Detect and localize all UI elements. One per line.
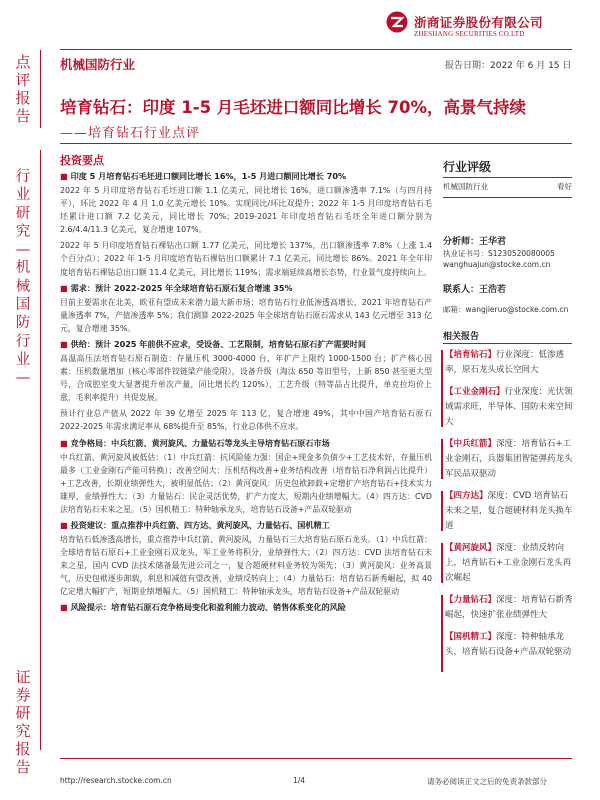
related-report-item[interactable] <box>443 541 575 586</box>
company-name-en: ZHESHANG SECURITIES CO.LTD <box>414 30 525 38</box>
rating-title: 行业评级 <box>443 160 492 174</box>
related-report-marker <box>441 491 443 531</box>
related-report-item[interactable] <box>443 489 575 534</box>
footer-divider <box>60 758 572 759</box>
side-label-securities-report: 证券研究报告 <box>15 668 31 776</box>
bullet-heading: ■ 竞争格局：中兵红箭、黄河旋风、力量钻石等龙头主导培育钻石原石市场 <box>60 437 330 448</box>
paragraph: 2022 年 5 月印度培育钻石毛坯进口额 1.1 亿美元，同比增长 16%，进口额渗透率 7.1%（与四月持平），环比 2022 年 4 月 1.0 亿美元增长 10%。实现同比/环比双提升；2022 年 1-5 月印度培育钻石毛坯累计进口额 7.2 亿美元，同比增长 70%；2019-2021 年印度培育钻石毛坯全年进口额分别为 2.6/4.4/11.3 亿美元，复合增速 107%。 <box>60 186 432 235</box>
paragraph: 预计行业总产值从 2022 年 39 亿增至 2025 年 113 亿，复合增速 49%，其中中国产培育钻石原石 2022-2025 年需求满足率从 68%提升至 85%，行业总体供不应求。 <box>60 409 432 432</box>
related-report-text: 行业深度：低渗透率，原石龙头成长空间大 <box>445 350 565 375</box>
paragraph: 高温高压法培育钻石原石制造：存量压机 3000-4000 台，年扩产上限约 1000-1500 台；扩产核心因素：压机数量增加（核心零部件铰链梁产能受限），设备升级（淘汰 650 等旧型号，上新 850 甚至更大型号，合成腔室变大显著提升单次产量，同比增长约 120%），工艺升级（特等品占比提升，单克拉均价上涨，毛利率提升）共促发展。 <box>60 353 432 403</box>
footer-disclaimer: 请务必阅读正文之后的免责条款部分 <box>427 777 547 786</box>
title-divider <box>60 143 572 144</box>
paragraph: 2022 年 5 月印度培育钻石裸钻出口额 1.77 亿美元，同比增长 137%，出口额渗透率 7.8%（上涨 1.4 个百分点）；2022 年 1-5 月印度培育钻石裸钻出口额累计 7.1 亿美元，同比增长 86%。2021 年全年印度培育钻石裸钻总出口额 11.4 亿美元，同比增长 119%；需求端延续高增长态势，行业景气度持续向上。 <box>60 241 432 277</box>
paragraph: 培育钻石低渗透高增长，重点推荐中兵红箭、黄河旋风，力量钻石三大培育钻石原石龙头。（1）中兵红箭：全球培育钻石原石+工业金刚石双龙头，军工业务将积分，业绩弹性大；（2）四方达：CVD 法培育钻石未来之星，国内 CVD 法技术储备最先进公司之一，复合超硬材料业务较为领先；（3）黄河旋风：业务高景气，历史包袱逐步卸载，利息和减值有望改善，业绩反转向上；（4）力量钻石：培育钻石新秀崛起，拟 40 亿定增大幅扩产，短期业绩增幅大。（5）国机精工：特种轴承龙头，培育钻石设备+产品双轮驱动 <box>60 534 432 597</box>
related-report-item[interactable] <box>443 348 575 378</box>
related-report-item[interactable] <box>443 385 575 430</box>
analyst-info <box>443 236 575 315</box>
related-report-item[interactable] <box>443 630 575 660</box>
related-report-marker <box>441 439 443 479</box>
report-date: 报告日期：2022 年 6 月 15 日 <box>445 61 572 71</box>
company-name-cn: 浙商证券股份有限公司 <box>414 15 544 30</box>
analyst-name: 王华君 <box>479 237 507 247</box>
paragraph: 中兵红箭、黄河旋风被低估：（1）中兵红箭：抗风险能力强：国企+现金多负债少+工艺技术好，存量压机最多（工业金刚石产能可转换）；改善空间大：压机结构改善+业务结构改善（培育钻石净利润占比提升）+工艺改善，长期业绩弹性大，被明显低估；（2）黄河旋风：历史包袱卸载+定增扩产培育钻石+技术实力雄厚，业绩弹性大；（3）力量钻石：民企灵活优势，扩产力度大，短期内业绩增幅大。（4）四方达：CVD 法培育钻石未来之星。（5）国机精工：特种轴承龙头，培育钻石设备+产品双轮驱动 <box>60 452 432 514</box>
contact-label: 联系人： <box>443 285 480 295</box>
related-report-tag: 【国机精工】 <box>445 632 497 642</box>
related-report-text: 深度：培育钻石+工业金刚石，兵器集团智能弹药龙头军民品双驱动 <box>445 439 573 479</box>
related-report-text: 深度：业绩反转向上，培育钻石+工业金刚石龙头再次崛起 <box>445 543 572 583</box>
company-logo-icon <box>386 11 408 33</box>
section-title: 投资要点 <box>60 154 104 167</box>
bullet-square-icon: ■ <box>60 171 68 181</box>
paragraph: 目前主要需求在北美，欧亚有望成未来潜力最大新市场；培育钻石行业低渗透高增长，2021 年培育钻石产量渗透率 7%，产值渗透率 5%；我们测算 2022-2025 年全球培育钻石原石需求从 143 亿元增至 313 亿元，复合增速 35%。 <box>60 297 432 333</box>
related-reports-title: 相关报告 <box>443 332 480 342</box>
side-divider-main <box>40 150 41 750</box>
bullet-square-icon: ■ <box>60 437 68 448</box>
rating-divider-bottom <box>443 197 572 198</box>
related-report-item[interactable] <box>443 437 575 482</box>
related-report-text: 深度：CVD 培育钻石未来之星，复合超硬材料龙头换车道 <box>445 491 573 531</box>
report-subtitle: ——培育钻石行业点评 <box>60 126 201 141</box>
related-reports-list <box>443 348 575 667</box>
report-title: 培育钻石：印度 1-5 月毛坯进口额同比增长 70%，高景气持续 <box>60 98 527 117</box>
main-content <box>60 152 432 615</box>
bullet-heading: ■ 风险提示：培育钻石原石竞争格局变化和盈利能力波动、销售体系变化的风险 <box>60 602 346 613</box>
related-report-text: 深度：特种轴承龙头，培育钻石设备+产品双轮驱动 <box>445 632 572 657</box>
bullet-heading: ■ 投资建议：重点推荐中兵红箭、四方达、黄河旋风、力量钻石、国机精工 <box>60 519 330 530</box>
side-label-research: 行业研究—机械国防行业— <box>15 169 31 387</box>
related-report-tag: 【工业金刚石】 <box>445 387 505 397</box>
bullet-square-icon: ■ <box>60 519 68 530</box>
rating-row <box>443 181 572 192</box>
related-report-marker <box>441 350 443 390</box>
rating-divider <box>443 177 572 178</box>
bullet-square-icon: ■ <box>60 282 68 293</box>
related-report-text: 行业深度：光伏领域需求旺，半导体、国防未来空间大 <box>445 387 573 427</box>
related-report-text: 深度：培育钻石新秀崛起，快速扩张业绩弹性大 <box>445 595 573 620</box>
related-report-tag: 【黄河旋风】 <box>445 543 497 553</box>
related-report-marker <box>441 595 443 635</box>
side-label-review: 点评报告 <box>15 53 31 125</box>
related-report-item[interactable] <box>443 593 575 623</box>
rating-value: 看好 <box>557 182 572 191</box>
analyst-label: 分析师： <box>443 237 480 247</box>
related-report-marker <box>441 387 443 427</box>
analyst-cert: 执业证书号：S1230520080005 <box>443 249 555 258</box>
related-report-tag: 【四方达】 <box>445 491 488 501</box>
header-divider <box>60 49 572 50</box>
analyst-email[interactable]: wanghuajun@stocke.com.cn <box>443 260 551 269</box>
related-report-tag: 【中兵红箭】 <box>445 439 497 449</box>
side-divider-top <box>40 50 41 128</box>
related-report-tag: 【力量钻石】 <box>445 595 497 605</box>
contact-email[interactable]: 邮箱：wangjieruo@stocke.com.cn <box>443 305 569 314</box>
related-report-marker <box>441 632 443 672</box>
bullet-square-icon: ■ <box>60 602 68 613</box>
page-number: 1/4 <box>293 776 306 785</box>
contact-name: 王浩若 <box>479 285 507 295</box>
bullet-heading: ■ 供给：预计 2025 年前供不应求，受设备、工艺限制，培育钻石原石扩产需要时间 <box>60 338 366 349</box>
rating-industry: 机械国防行业 <box>443 182 488 191</box>
related-report-tag: 【培育钻石】 <box>445 350 497 360</box>
bullet-heading: ■ 需求：预计 2022-2025 年全球培育钻石原石复合增速 35% <box>60 282 293 293</box>
related-divider <box>443 343 572 344</box>
related-report-marker <box>441 543 443 583</box>
footer-url-link[interactable]: http://research.stocke.com.cn <box>60 776 172 785</box>
industry-label: 机械国防行业 <box>60 57 136 72</box>
bullet-heading: ■ 印度 5 月培育钻石毛坯进口额同比增长 16%，1-5 月进口额同比增长 70% <box>60 171 347 181</box>
bullet-square-icon: ■ <box>60 338 68 349</box>
